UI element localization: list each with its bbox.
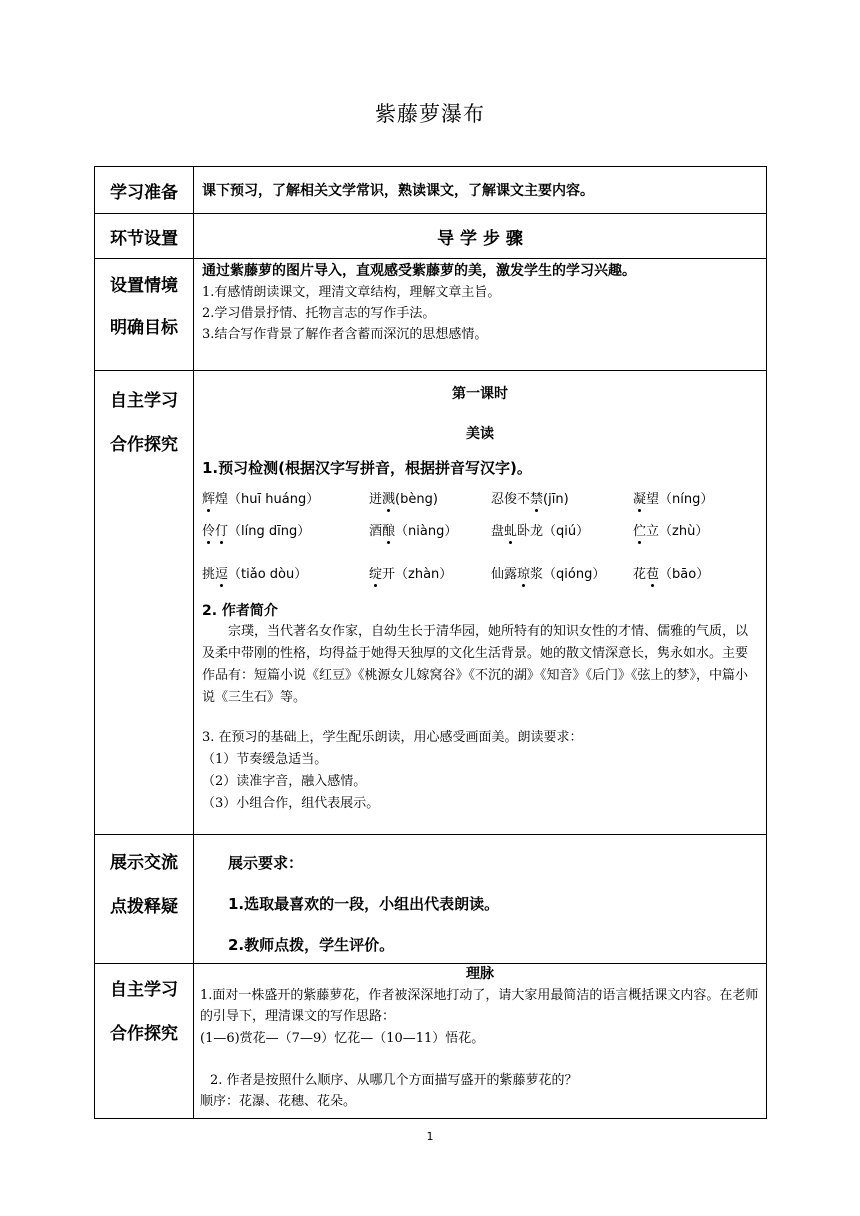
row-goals [95, 259, 767, 371]
vocab-item: 迸溅(bèng) [369, 492, 438, 507]
analysis-structure: (1—6)赏花—（7—9）忆花—（10—11）悟花。 [200, 1031, 485, 1046]
label-study-2 [95, 964, 194, 1119]
analysis-order: 顺序：花瀑、花穗、花朵。 [200, 1094, 357, 1109]
label-setup-text: 环节设置 [110, 228, 178, 249]
vocab-item: 挑逗（tiǎo dòu） [202, 567, 308, 582]
vocab-item: 辉煌（huī huáng） [202, 492, 320, 507]
label-prep [95, 167, 194, 214]
section-meidu: 美读 [466, 426, 494, 442]
label-goals-line1: 设置情境 [110, 276, 178, 296]
reading-req-2: （2）读准字音，融入感情。 [202, 774, 367, 789]
label-study-2-line2: 合作探究 [110, 1024, 178, 1044]
vocab-item: 凝望（níng） [633, 492, 714, 507]
show-req-1: 1.选取最喜欢的一段，小组出代表朗读。 [228, 895, 500, 913]
cell-show [194, 835, 767, 964]
label-show [95, 835, 194, 964]
label-study-1-line1: 自主学习 [110, 391, 178, 411]
show-req-title: 展示要求： [228, 854, 304, 872]
page-number: 1 [426, 1130, 434, 1143]
cell-study-2 [194, 964, 767, 1119]
lesson-table [94, 166, 767, 1119]
vocab-item: 伶仃（líng dīng） [202, 524, 311, 539]
vocab-item: 忍俊不禁(jīn) [491, 492, 569, 507]
label-goals-line2: 明确目标 [110, 318, 178, 338]
vocab-item: 仙露琼浆（qióng） [491, 567, 606, 582]
page-title: 紫藤萝瀑布 [375, 102, 485, 126]
cell-study-1 [194, 371, 767, 835]
label-setup [95, 214, 194, 259]
row-show [95, 835, 767, 964]
row-setup [95, 214, 767, 259]
section-limai: 理脉 [466, 966, 494, 982]
reading-req-1: （1）节奏缓急适当。 [202, 752, 328, 767]
row-prep [95, 167, 767, 214]
label-study-2-line1: 自主学习 [110, 980, 178, 1000]
vocab-grid [202, 488, 758, 582]
label-study-1 [95, 371, 194, 835]
goal-2: 2.学习借景抒情、托物言志的写作手法。 [202, 306, 436, 321]
show-req-2: 2.教师点拨，学生评价。 [228, 936, 395, 954]
question-2-title: 2. 作者简介 [202, 603, 278, 619]
goal-1: 1.有感情朗读课文，理清文章结构，理解文章主旨。 [202, 285, 501, 300]
goals-intro: 通过紫藤萝的图片导入，直观感受紫藤萝的美，激发学生的学习兴趣。 [202, 263, 636, 279]
cell-prep [194, 167, 767, 214]
vocab-item: 酒酿（niàng） [369, 524, 458, 539]
cell-setup [194, 214, 767, 259]
row-study-2 [95, 964, 767, 1119]
question-1: 1.预习检测(根据汉字写拼音，根据拼音写汉字)。 [202, 459, 532, 477]
vocab-item: 绽开（zhàn） [369, 567, 453, 582]
vocab-item: 花苞（bāo） [633, 567, 710, 582]
setup-heading: 导 学 步 骤 [437, 228, 523, 249]
label-study-1-line2: 合作探究 [110, 435, 178, 455]
analysis-p1: 1.面对一株盛开的紫藤萝花，作者被深深地打动了，请大家用最简洁的语言概括课文内容。在老师的引导下，理清课文的写作思路： [200, 988, 759, 1024]
cell-goals [194, 259, 767, 371]
label-goals [95, 259, 194, 371]
reading-req-3: （3）小组合作，组代表展示。 [202, 796, 380, 811]
prep-text: 课下预习，了解相关文学常识，熟读课文，了解课文主要内容。 [202, 183, 594, 199]
lesson-heading: 第一课时 [452, 386, 508, 402]
vocab-item: 盘虬卧龙（qiú） [491, 524, 590, 539]
row-study-1 [95, 371, 767, 835]
label-show-line1: 展示交流 [110, 853, 178, 873]
analysis-question-2: 2. 作者是按照什么顺序、从哪几个方面描写盛开的紫藤萝花的？ [210, 1073, 578, 1088]
vocab-item: 伫立（zhù） [633, 524, 709, 539]
question-3: 3. 在预习的基础上，学生配乐朗读，用心感受画面美。朗读要求： [202, 730, 583, 745]
label-prep-text: 学习准备 [110, 182, 178, 203]
label-show-line2: 点拨释疑 [110, 897, 178, 917]
author-bio: 宗璞，当代著名女作家，自幼生长于清华园，她所特有的知识女性的才情、儒雅的气质，以及柔中带刚的性格，均得益于她得天独厚的文化生活背景。她的散文情深意长，隽永如水。主要作品有：短篇小说《红豆》《桃源女儿嫁窝谷》《不沉的湖》《知音》《后门》《弦上的梦》，中篇小说《三生石》等。 [202, 624, 749, 705]
goal-3: 3.结合写作背景了解作者含蓄而深沉的思想感情。 [202, 327, 488, 342]
